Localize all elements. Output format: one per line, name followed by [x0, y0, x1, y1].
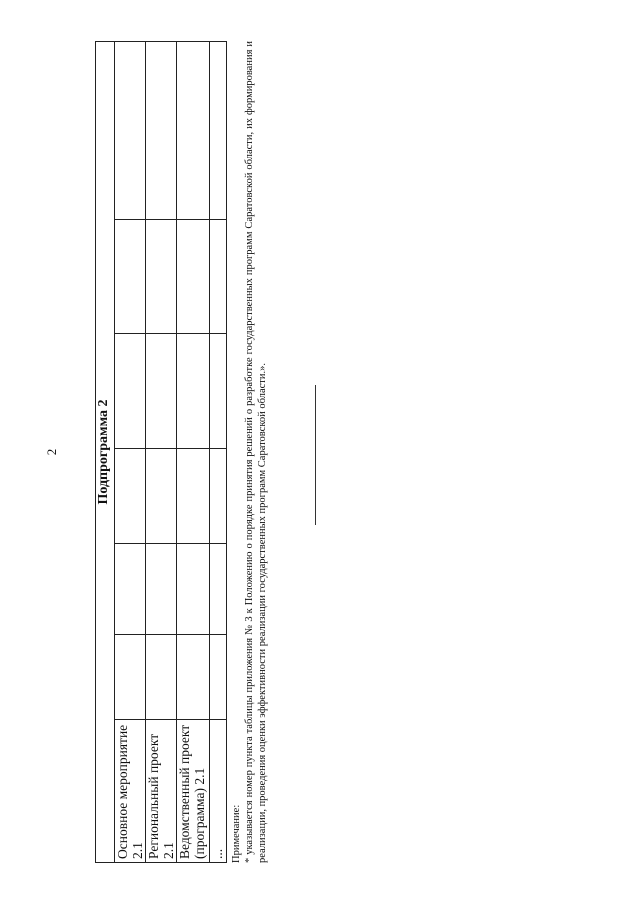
- table-cell: [210, 42, 227, 220]
- table-cell: [146, 220, 177, 334]
- table-cell: [146, 448, 177, 543]
- table-cell: [115, 448, 146, 543]
- table-row: [177, 42, 210, 863]
- table-cell: [210, 220, 227, 334]
- row-label-departmental-project: Ведомственный проект (программа) 2.1: [177, 720, 210, 863]
- table-cell: [177, 634, 210, 720]
- row-label-regional-project: Региональный проект 2.1: [146, 720, 177, 863]
- table-cell: [210, 448, 227, 543]
- table-cell: [115, 543, 146, 634]
- footnote-block: [230, 41, 269, 863]
- footnote-heading: Примечание:: [231, 804, 242, 863]
- subprogram-title: Подпрограмма 2: [96, 42, 115, 863]
- table-row: [115, 42, 146, 863]
- row-label-ellipsis: ...: [210, 720, 227, 863]
- subprogram-table: [95, 41, 227, 863]
- table-cell: [177, 42, 210, 220]
- table-cell: [210, 334, 227, 448]
- row-label-main-event: Основное мероприятие 2.1: [115, 720, 146, 863]
- table-cell: [210, 543, 227, 634]
- table-cell: [177, 448, 210, 543]
- footnote-text: * указывается номер пункта таблицы приложения № 3 к Положению о порядке принятия решений о разработке государственных программ Саратовской области, их формирования и реализации, проведения оценки эффективности реализации государственных программ Саратовской области.».: [244, 41, 268, 863]
- table-cell: [177, 543, 210, 634]
- table-row: [146, 42, 177, 863]
- subprogram-table-container: [95, 41, 225, 863]
- table-cell: [177, 334, 210, 448]
- table-cell: [210, 634, 227, 720]
- page-number: 2: [44, 448, 59, 456]
- table-cell: [146, 634, 177, 720]
- table-title-row: [96, 42, 115, 863]
- table-cell: [115, 42, 146, 220]
- table-cell: [115, 220, 146, 334]
- separator-line: [315, 385, 316, 525]
- table-cell: [177, 220, 210, 334]
- table-cell: [115, 334, 146, 448]
- table-cell: [146, 334, 177, 448]
- table-row: [210, 42, 227, 863]
- table-cell: [115, 634, 146, 720]
- table-cell: [146, 42, 177, 220]
- table-cell: [146, 543, 177, 634]
